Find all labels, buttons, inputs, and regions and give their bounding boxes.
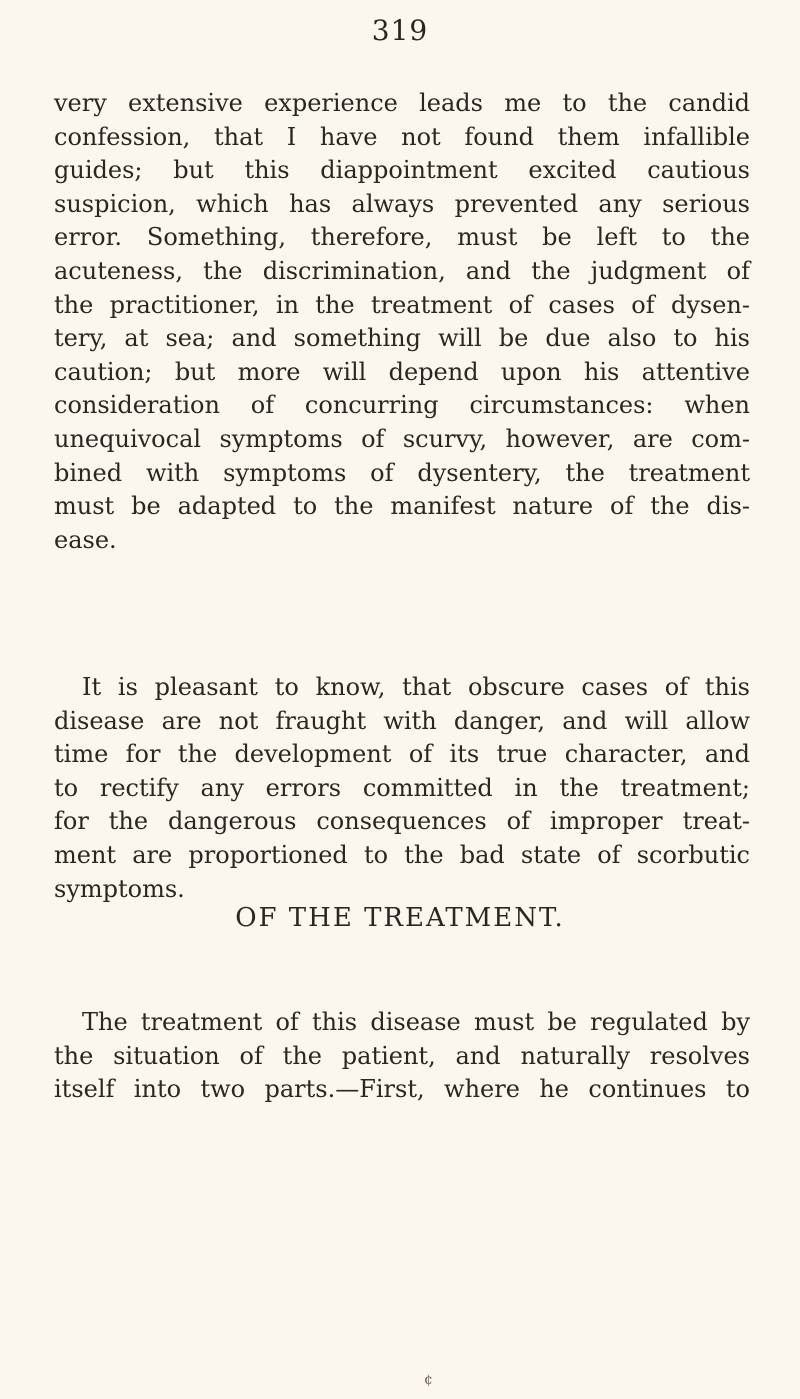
text-line: for the dangerous consequences of improper treat- — [54, 807, 750, 836]
text-line: unequivocal symptoms of scurvy, however, are com- — [54, 424, 750, 453]
text-line: must be adapted to the manifest nature of the dis- — [54, 492, 750, 521]
text-line: error. Something, therefore, must be left to the — [54, 223, 750, 252]
text-line: The treatment of this disease must be regulated by — [82, 1008, 750, 1036]
text-line: confession, that I have not found them infallible — [54, 122, 750, 151]
paragraph-2 — [54, 671, 750, 906]
text-line: disease are not fraught with danger, and will allow — [54, 706, 750, 735]
section-heading: OF THE TREATMENT. — [235, 903, 565, 933]
text-line: bined with symptoms of dysentery, the treatment — [54, 458, 750, 487]
text-line: the situation of the patient, and naturally resolves — [54, 1041, 750, 1070]
footer-mark: ¢ — [424, 1372, 433, 1388]
paragraph-1 — [54, 87, 750, 557]
text-line: guides; but this diappointment excited cautious — [54, 156, 750, 185]
text-line: itself into two parts.—First, where he continues to — [54, 1075, 750, 1104]
text-line: tery, at sea; and something will be due also to his — [54, 324, 750, 353]
text-line: the practitioner, in the treatment of cases of dysen- — [54, 290, 750, 319]
paragraph-3 — [54, 1006, 750, 1107]
text-line: acuteness, the discrimination, and the judgment of — [54, 256, 750, 285]
text-line: suspicion, which has always prevented any serious — [54, 189, 750, 218]
text-line: ment are proportioned to the bad state of scorbutic — [54, 840, 750, 869]
text-line: very extensive experience leads me to the candid — [54, 89, 750, 117]
text-line: time for the development of its true character, and — [54, 740, 750, 769]
text-line: symptoms. — [54, 874, 185, 903]
text-line: to rectify any errors committed in the treatment; — [54, 773, 750, 802]
page-number: 319 — [371, 14, 429, 47]
text-line: It is pleasant to know, that obscure cases of this — [82, 673, 750, 701]
text-line: consideration of concurring circumstances: when — [54, 391, 750, 420]
text-line: ease. — [54, 525, 117, 554]
text-line: caution; but more will depend upon his attentive — [54, 357, 750, 386]
